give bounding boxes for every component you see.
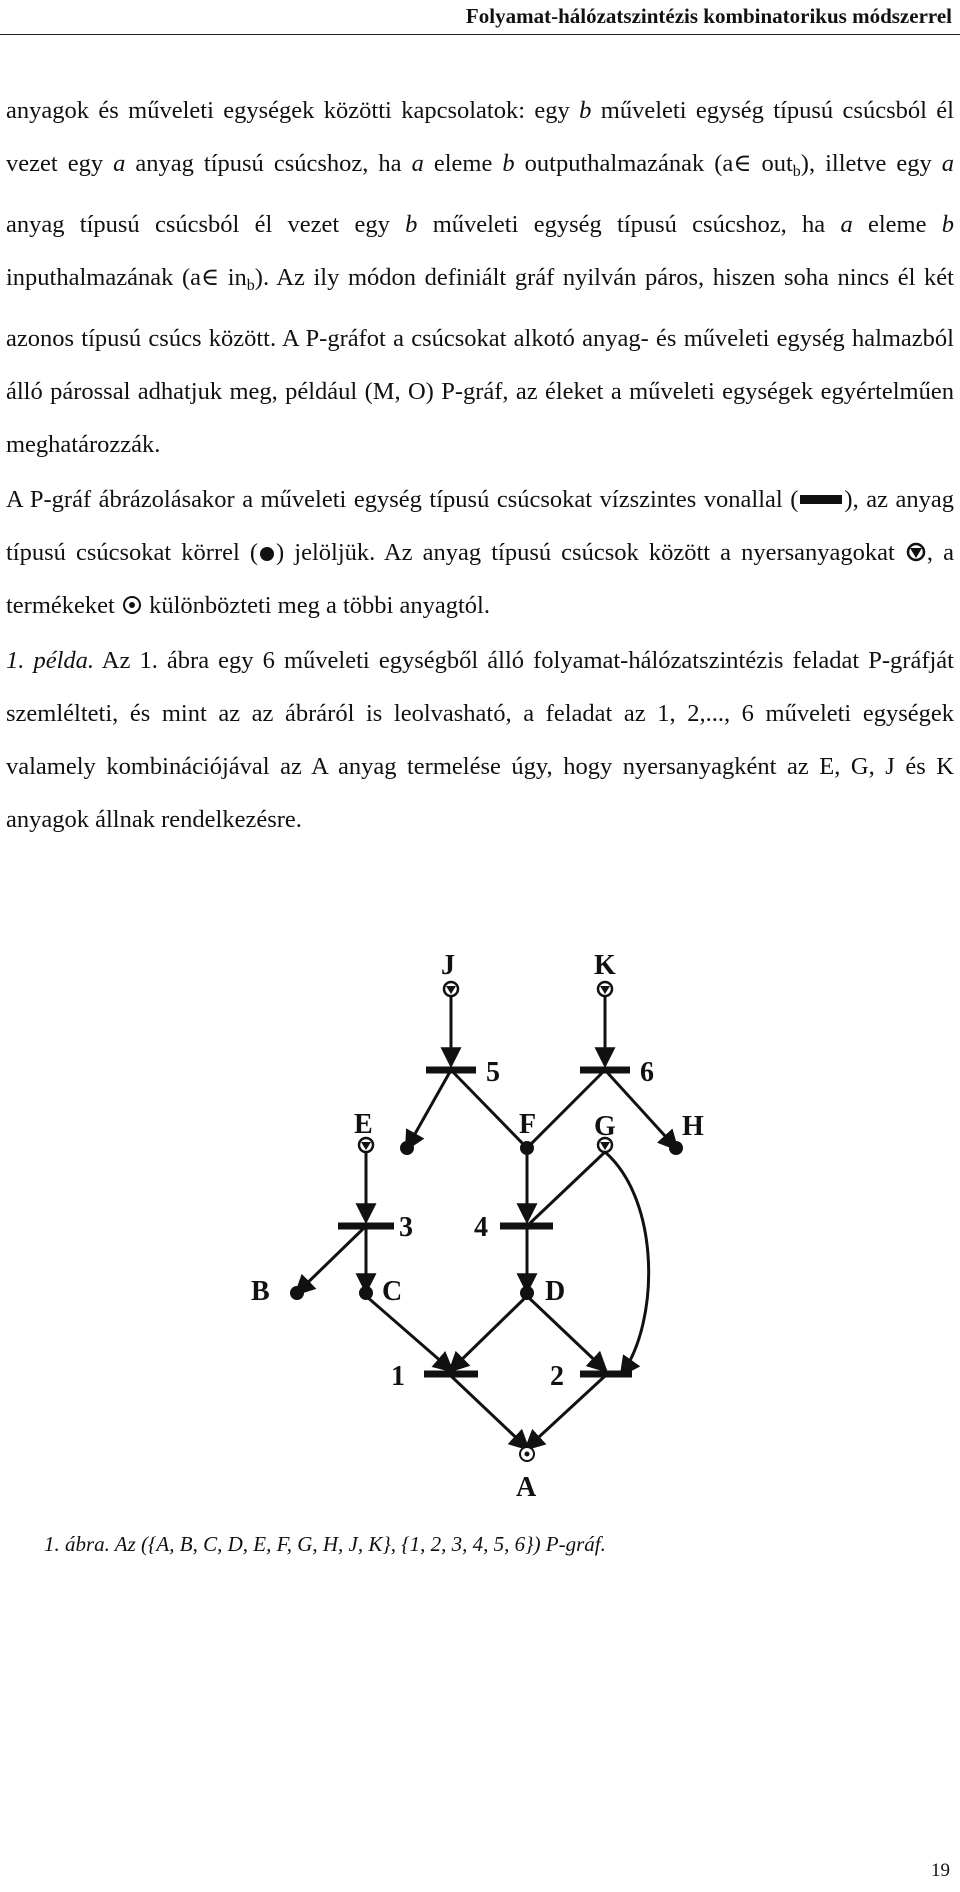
- material-node-e-output: [400, 1141, 414, 1155]
- edge-g-4: [527, 1152, 605, 1226]
- label-unit-5: 5: [486, 1057, 500, 1088]
- label-g: G: [594, 1111, 616, 1142]
- raw-material-k-icon: [598, 982, 612, 996]
- raw-material-symbol-icon: [905, 541, 927, 563]
- label-b: B: [251, 1276, 270, 1307]
- edge-c-1: [366, 1296, 451, 1370]
- text-run: ) jelöljük. Az anyag típusú csúcsok között a nyersanyagokat: [276, 539, 905, 566]
- var-b: b: [405, 211, 418, 238]
- subscript: b: [792, 163, 801, 180]
- edge-2-a: [527, 1376, 605, 1448]
- text-run: eleme: [852, 211, 942, 238]
- material-node-h: [669, 1141, 683, 1155]
- text-run: A P-gráf ábrázolásakor a műveleti egység típusú csúcsokat vízszintes vonallal (: [6, 486, 799, 513]
- label-unit-3: 3: [399, 1212, 413, 1243]
- label-e: E: [354, 1109, 373, 1140]
- paragraph-2: [6, 473, 954, 632]
- text-run: ), az anyag típusú csúcsokat körrel (: [6, 486, 955, 566]
- text-run: inputhalmazának (a: [6, 264, 201, 291]
- material-node-symbol-icon: [258, 543, 276, 563]
- material-node-b: [290, 1286, 304, 1300]
- var-a: a: [411, 150, 424, 177]
- raw-material-e-icon: [359, 1138, 373, 1152]
- subscript: b: [246, 277, 255, 294]
- material-node-d: [520, 1286, 534, 1300]
- text-run: ). Az ily módon definiált gráf nyilván páros, hiszen soha nincs él két azonos típusú csúcs között. A P-gráfot a csúcsokat alkotó anyag- és műveleti egység halmazból álló párossal adhatjuk meg, például (M, O) P-gráf, az éleket a műveleti egységek egyértelműen meghatározzák.: [6, 264, 954, 458]
- label-unit-4: 4: [474, 1212, 488, 1243]
- paragraph-1: [6, 84, 954, 471]
- text-run: eleme: [423, 150, 503, 177]
- label-d: D: [545, 1276, 566, 1307]
- text-run: anyag típusú csúcsból él vezet egy: [6, 211, 406, 238]
- element-of-symbol: ∈: [733, 150, 752, 177]
- running-title: Folyamat-hálózatszintézis kombinatorikus módszerrel: [465, 4, 952, 28]
- edge-1-a: [451, 1376, 527, 1448]
- paragraph-3: [6, 634, 954, 846]
- label-a: A: [516, 1472, 537, 1503]
- text-run: in: [219, 264, 247, 291]
- page-number: 19: [931, 1860, 950, 1881]
- example-label: 1. példa.: [6, 647, 95, 674]
- p-graph-figure: [0, 930, 960, 1570]
- var-b: b: [502, 150, 515, 177]
- label-unit-6: 6: [640, 1057, 654, 1088]
- label-h: H: [682, 1111, 704, 1142]
- text-run: anyagok és műveleti egységek közötti kapcsolatok: egy: [6, 97, 580, 124]
- edge-g-2: [605, 1152, 649, 1374]
- element-of-symbol: ∈: [200, 264, 220, 291]
- text-run: anyag típusú csúcshoz, ha: [125, 150, 412, 177]
- text-run: műveleti egység típusú csúcshoz, ha: [417, 211, 841, 238]
- page-header: [0, 0, 960, 36]
- text-run: out: [751, 150, 793, 177]
- text-run: Az 1. ábra egy 6 műveleti egységből álló folyamat-hálózatszintézis feladat P-gráfját szemlélteti, és mint az az ábráról is leolvasható, a feladat az 1, 2,..., 6 műveleti egységek valamely kombinációjával az A anyag termelése úgy, hogy nyersanyagként az E, G, J és K anyagok állnak rendelkezésre.: [6, 647, 954, 833]
- var-b: b: [579, 97, 592, 124]
- material-node-c: [359, 1286, 373, 1300]
- text-run: műveleti egység típusú csúcsból él vezet egy: [6, 97, 954, 177]
- edge-3-b: [297, 1226, 366, 1293]
- var-b: b: [941, 211, 954, 238]
- text-run: , a termékeket: [6, 539, 954, 619]
- label-f: F: [519, 1109, 537, 1140]
- header-rule: [0, 34, 960, 35]
- var-a: a: [840, 211, 853, 238]
- edge-5-e-product: [407, 1070, 451, 1148]
- text-run: különbözteti meg a többi anyagtól.: [142, 592, 490, 619]
- label-unit-2: 2: [550, 1361, 564, 1392]
- body-text: [6, 84, 954, 846]
- label-c: C: [382, 1276, 403, 1307]
- operating-unit-symbol-icon: [798, 490, 844, 510]
- edge-d-2: [527, 1296, 605, 1370]
- raw-material-j-icon: [444, 982, 458, 996]
- label-j: J: [441, 950, 455, 981]
- var-a: a: [941, 150, 955, 177]
- edge-d-1: [451, 1296, 527, 1370]
- text-run: ), illetve egy: [800, 150, 942, 177]
- figure-caption: 1. ábra. Az ({A, B, C, D, E, F, G, H, J, K}, {1, 2, 3, 4, 5, 6}) P-gráf.: [44, 1532, 606, 1556]
- material-node-f: [520, 1141, 534, 1155]
- product-symbol-icon: [121, 594, 143, 616]
- text-run: outputhalmazának (a: [514, 150, 734, 177]
- label-unit-1: 1: [391, 1361, 405, 1392]
- var-a: a: [113, 150, 126, 177]
- label-k: K: [594, 950, 616, 981]
- product-a-icon: [520, 1447, 534, 1461]
